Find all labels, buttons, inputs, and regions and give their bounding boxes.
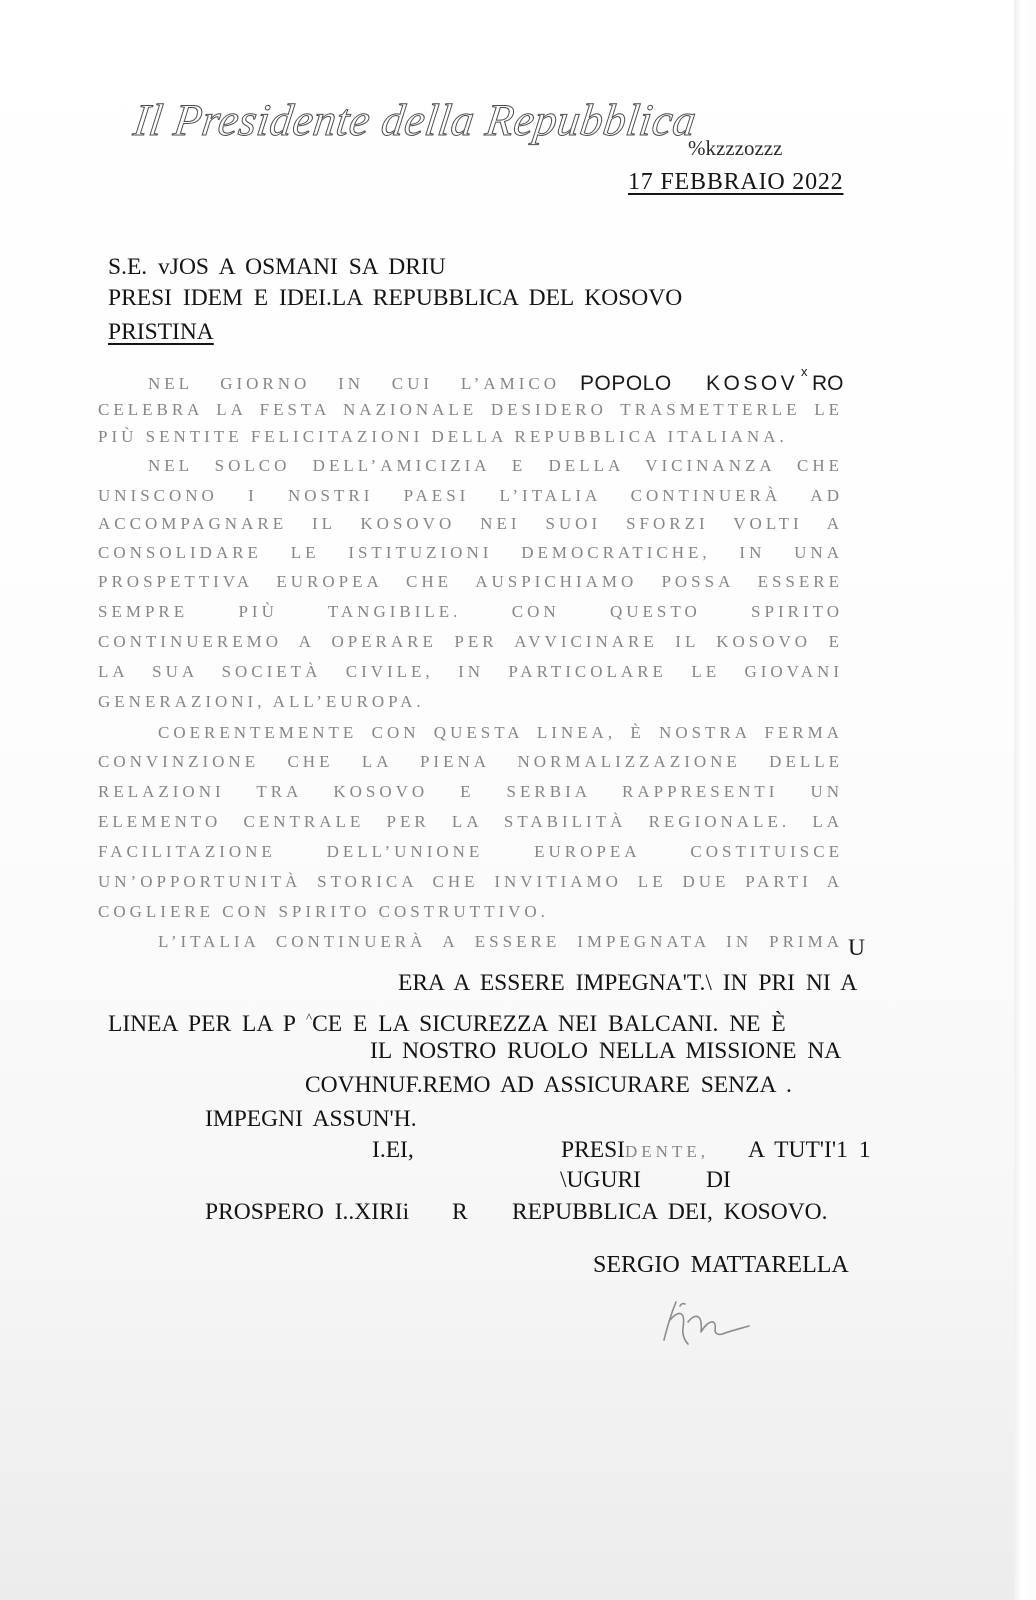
body-line-end-mark: U	[848, 935, 865, 961]
body-line: CONSOLIDARE LE ISTITUZIONI DEMOCRATICHE, IN UNA	[98, 543, 843, 562]
typed-line-caret: ^	[306, 1010, 313, 1025]
typed-line-segment: CE E LA SICUREZZA NEI BALCANI. NE È	[312, 1011, 786, 1037]
closing-word-faded: DENTE,	[625, 1142, 709, 1161]
body-line: PROSPETTIVA EUROPEA CHE AUSPICHIAMO POSSA ESSERE	[98, 572, 843, 591]
typed-line	[108, 1004, 786, 1038]
body-line: UNISCONO I NOSTRI PAESI L’ITALIA CONTINUERÀ AD	[98, 486, 843, 505]
paper-edge	[1014, 0, 1036, 1600]
closing-president-word	[561, 1136, 709, 1166]
body-line: CONTINUEREMO A OPERARE PER AVVICINARE IL KOSOVO E	[98, 632, 843, 651]
body-line: LA SUA SOCIETÀ CIVILE, IN PARTICOLARE LE GIOVANI	[98, 662, 843, 681]
body-line: UN’OPPORTUNITÀ STORICA CHE INVITIAMO LE DUE PARTI A	[98, 872, 843, 891]
typed-line: IMPEGNI ASSUN'H.	[205, 1106, 417, 1132]
body-opening-word: RO	[812, 372, 844, 395]
closing-word-typed: PRESI	[561, 1137, 625, 1163]
typed-line: ERA A ESSERE IMPEGNA'T.\ IN PRI NI A	[398, 970, 858, 996]
body-opening-word: POPOLO	[580, 372, 672, 395]
recipient-title: PRESI IDEM E IDEI.LA REPUBBLICA DEL KOSOVO	[108, 285, 683, 311]
signature	[650, 1292, 760, 1352]
body-line: COGLIERE CON SPIRITO COSTRUTTIVO.	[98, 902, 549, 921]
signature-stroke	[688, 1316, 725, 1334]
closing-word: PROSPERO I..XIRIi	[205, 1199, 410, 1225]
body-line: GENERAZIONI, ALL’EUROPA.	[98, 692, 425, 711]
closing-word: I.EI,	[372, 1137, 414, 1163]
closing-word: R	[452, 1199, 468, 1225]
body-line: FACILITAZIONE DELL’UNIONE EUROPEA COSTITUISCE	[98, 842, 843, 861]
body-opening-raised-mark: x	[801, 364, 808, 379]
typed-line-segment: LINEA PER LA P	[108, 1011, 307, 1037]
body-line: RELAZIONI TRA KOSOVO E SERBIA RAPPRESENTI UN	[98, 782, 843, 801]
closing-word: A TUT'I'1 1	[748, 1137, 871, 1163]
body-line: NEL SOLCO DELL’AMICIZIA E DELLA VICINANZA CHE	[148, 456, 843, 475]
body-opening-faded: NEL GIORNO IN CUI L’AMICO	[148, 374, 560, 393]
recipient-name: S.E. vJOS A OSMANI SA DRIU	[108, 254, 446, 280]
letterhead-title: Il Presidente della Repubblica	[130, 95, 700, 145]
letter-date: 17 FEBBRAIO 2022	[628, 169, 844, 195]
body-line: SEMPRE PIÙ TANGIBILE. CON QUESTO SPIRITO	[98, 602, 843, 621]
signature-stroke	[670, 1313, 688, 1344]
signature-stroke	[664, 1302, 676, 1340]
body-line: COERENTEMENTE CON QUESTA LINEA, È NOSTRA FERMA	[158, 723, 843, 742]
body-line: CELEBRA LA FESTA NAZIONALE DESIDERO TRASMETTERLE LE	[98, 400, 843, 419]
body-opening-word: KOSOV	[706, 372, 799, 395]
closing-word: DI	[706, 1167, 731, 1193]
typed-line: IL NOSTRO RUOLO NELLA MISSIONE NA	[370, 1038, 842, 1064]
body-line: ELEMENTO CENTRALE PER LA STABILITÀ REGIONALE. LA	[98, 812, 843, 831]
body-line: CONVINZIONE CHE LA PIENA NORMALIZZAZIONE DELLE	[98, 752, 843, 771]
signature-stroke	[725, 1326, 749, 1333]
recipient-city: PRISTINA	[108, 319, 214, 345]
typed-line: COVHNUF.REMO AD ASSICURARE SENZA .	[305, 1072, 792, 1098]
reference-code: %kzzzozzz	[688, 136, 783, 160]
closing-word: REPUBBLICA DEI, KOSOVO.	[512, 1199, 828, 1225]
signature-stroke	[680, 1304, 685, 1306]
closing-word: \UGURI	[560, 1167, 641, 1193]
body-line: PIÙ SENTITE FELICITAZIONI DELLA REPUBBLICA ITALIANA.	[98, 427, 788, 446]
body-line: ACCOMPAGNARE IL KOSOVO NEI SUOI SFORZI VOLTI A	[98, 514, 843, 533]
signatory-name: SERGIO MATTARELLA	[593, 1252, 849, 1278]
body-line: L’ITALIA CONTINUERÀ A ESSERE IMPEGNATA IN PRIMA	[158, 932, 843, 951]
